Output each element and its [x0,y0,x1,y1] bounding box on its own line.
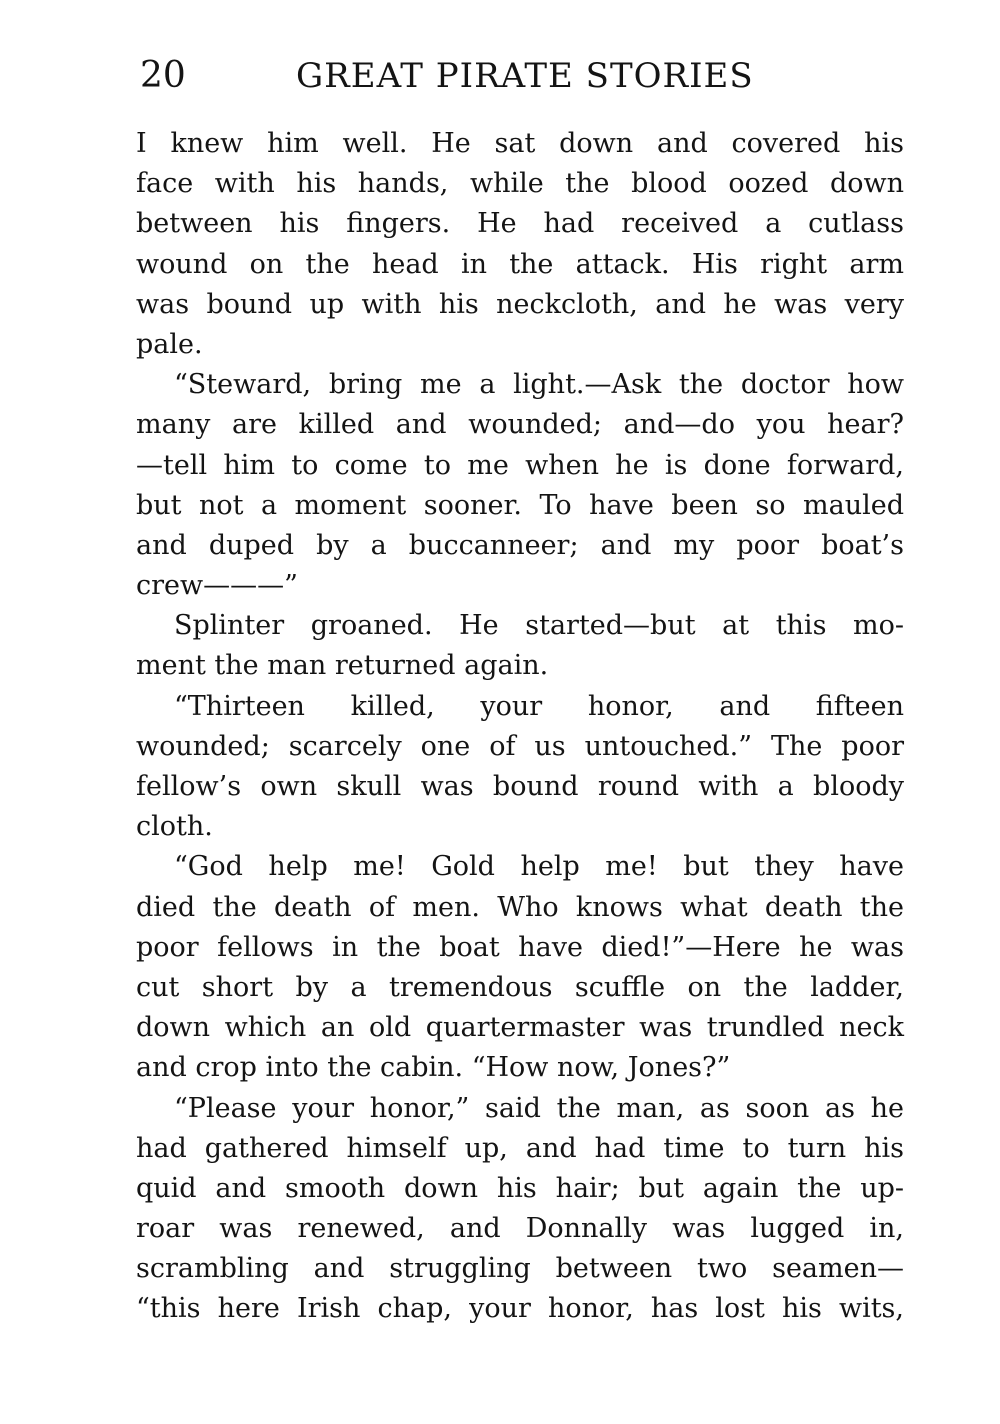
text-line: ment the man returned again. [136,650,549,682]
text-line: many are killed and wounded; and—do you hear? [136,409,904,441]
text-line: “God help me! Gold help me! but they have [174,851,904,883]
text-line: down which an old quartermaster was trundled neck [136,1012,904,1044]
text-line: pale. [136,328,203,360]
text-line: and duped by a buccanneer; and my poor boat’s [136,529,904,561]
running-head: GREAT PIRATE STORIES [296,56,754,96]
text-line: quid and smooth down his hair; but again the up- [136,1172,904,1204]
page-number: 20 [140,55,186,96]
text-line: poor fellows in the boat have died!”—Here he was [136,931,904,963]
text-line: but not a moment sooner. To have been so mauled [136,489,904,521]
text-line: I knew him well. He sat down and covered his [136,128,904,159]
text-line: roar was renewed, and Donnally was lugged in, [136,1213,904,1245]
text-line: “Thirteen killed, your honor, and fifteen [174,690,904,722]
text-line: between his fingers. He had received a cutlass [136,208,904,240]
text-line: “Steward, bring me a light.—Ask the doctor how [174,369,904,401]
text-line: died the death of men. Who knows what death the [136,891,904,923]
text-line: cloth. [136,811,213,843]
text-line: Splinter groaned. He started—but at this mo- [174,610,904,642]
text-line: wound on the head in the attack. His right arm [136,248,904,280]
text-line: and crop into the cabin. “How now, Jones?” [136,1052,731,1084]
text-line: scrambling and struggling between two seamen— [136,1253,904,1285]
text-line: —tell him to come to me when he is done forward, [136,449,904,481]
text-line: was bound up with his neckcloth, and he was very [136,288,904,320]
text-line: fellow’s own skull was bound round with a bloody [136,771,904,802]
text-line: crew———” [136,570,298,602]
text-line: wounded; scarcely one of us untouched.” The poor [136,730,904,762]
text-line: “this here Irish chap, your honor, has lost his wits, [136,1293,904,1325]
page-header [140,50,760,102]
text-line: face with his hands, while the blood oozed down [136,168,904,200]
text-line: “Please your honor,” said the man, as soon as he [174,1092,904,1124]
text-line: cut short by a tremendous scuffle on the ladder, [136,971,904,1003]
body-text [136,124,904,1330]
text-line: had gathered himself up, and had time to turn his [136,1132,904,1164]
